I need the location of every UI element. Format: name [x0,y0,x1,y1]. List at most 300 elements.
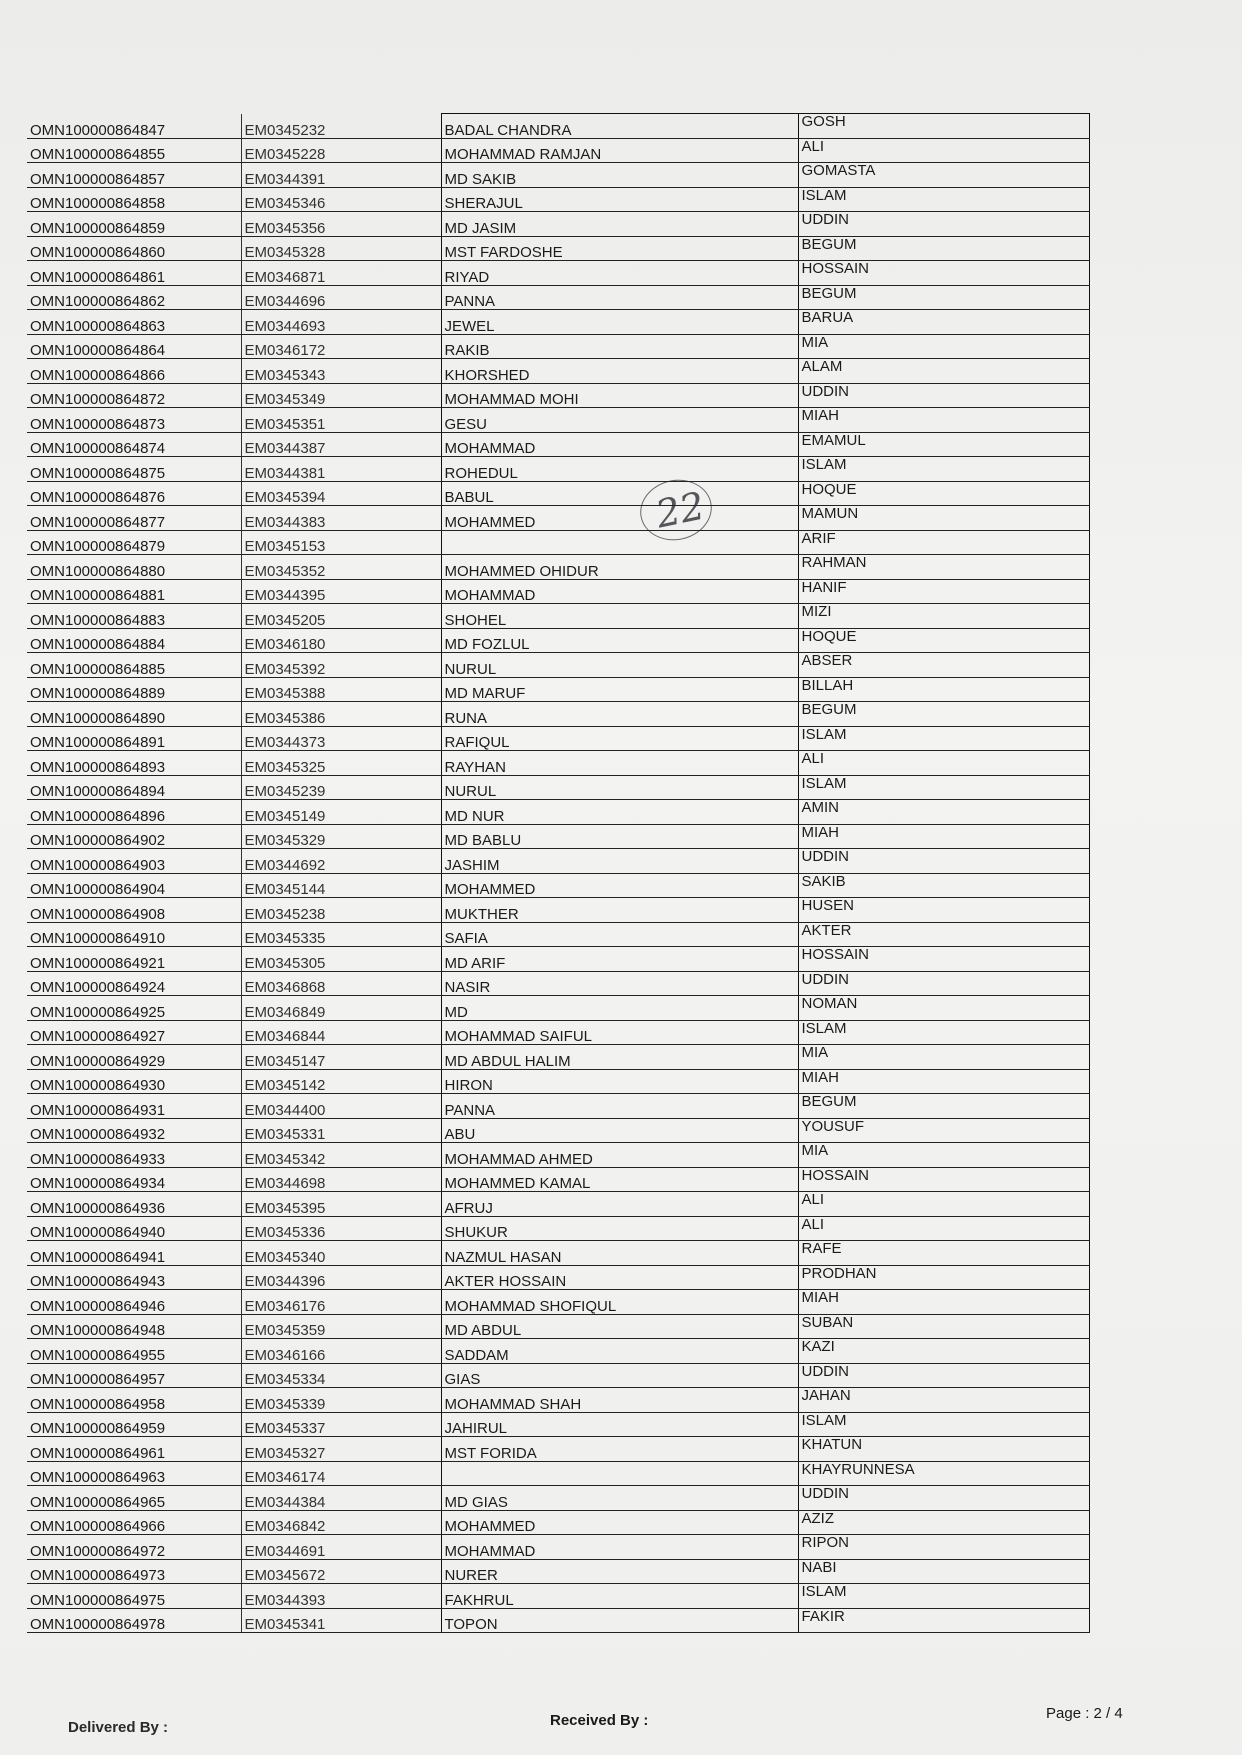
em-number-cell: EM0345343 [241,359,441,384]
first-name-cell: AKTER HOSSAIN [441,1265,798,1290]
last-name-cell: ISLAM [798,775,1089,800]
table-row [27,947,1089,972]
record-id-cell: OMN100000864872 [27,383,241,408]
em-number-cell: EM0345395 [241,1192,441,1217]
table-row [27,1314,1089,1339]
em-number-cell: EM0345144 [241,873,441,898]
record-id-cell: OMN100000864910 [27,922,241,947]
last-name-cell: UDDIN [798,212,1089,237]
table-row [27,873,1089,898]
last-name-cell: MAMUN [798,506,1089,531]
record-id-cell: OMN100000864890 [27,702,241,727]
table-row [27,1241,1089,1266]
first-name-cell: PANNA [441,285,798,310]
last-name-cell: MIA [798,334,1089,359]
last-name-cell: ISLAM [798,1020,1089,1045]
record-id-cell: OMN100000864972 [27,1535,241,1560]
record-id-cell: OMN100000864958 [27,1388,241,1413]
last-name-cell: BILLAH [798,677,1089,702]
em-number-cell: EM0345672 [241,1559,441,1584]
record-id-cell: OMN100000864924 [27,971,241,996]
last-name-cell: BEGUM [798,1094,1089,1119]
first-name-cell: AFRUJ [441,1192,798,1217]
em-number-cell: EM0345232 [241,114,441,139]
table-row [27,1559,1089,1584]
record-id-cell: OMN100000864879 [27,530,241,555]
record-id-cell: OMN100000864927 [27,1020,241,1045]
record-id-cell: OMN100000864934 [27,1167,241,1192]
em-number-cell: EM0345329 [241,824,441,849]
first-name-cell: PANNA [441,1094,798,1119]
first-name-cell: MOHAMMAD SHOFIQUL [441,1290,798,1315]
em-number-cell: EM0344395 [241,579,441,604]
table-row [27,775,1089,800]
handwritten-page-mark: 22 [651,483,709,537]
table-row [27,114,1089,139]
table-row [27,285,1089,310]
em-number-cell: EM0345305 [241,947,441,972]
em-number-cell: EM0344693 [241,310,441,335]
em-number-cell: EM0344393 [241,1584,441,1609]
em-number-cell: EM0346871 [241,261,441,286]
em-number-cell: EM0346166 [241,1339,441,1364]
record-id-cell: OMN100000864893 [27,751,241,776]
first-name-cell: MOHAMMAD [441,579,798,604]
table-row [27,824,1089,849]
first-name-cell: RAKIB [441,334,798,359]
em-number-cell: EM0345153 [241,530,441,555]
em-number-cell: EM0345142 [241,1069,441,1094]
em-number-cell: EM0345340 [241,1241,441,1266]
last-name-cell: ISLAM [798,1584,1089,1609]
record-id-cell: OMN100000864859 [27,212,241,237]
first-name-cell: SHUKUR [441,1216,798,1241]
em-number-cell: EM0345149 [241,800,441,825]
first-name-cell: MD BABLU [441,824,798,849]
first-name-cell: RAYHAN [441,751,798,776]
first-name-cell: MD ABDUL HALIM [441,1045,798,1070]
em-number-cell: EM0345339 [241,1388,441,1413]
table-row [27,996,1089,1021]
last-name-cell: MIZI [798,604,1089,629]
table-row [27,457,1089,482]
record-id-cell: OMN100000864936 [27,1192,241,1217]
first-name-cell: MD MARUF [441,677,798,702]
table-row [27,653,1089,678]
record-id-cell: OMN100000864883 [27,604,241,629]
last-name-cell: MIA [798,1143,1089,1168]
em-number-cell: EM0344396 [241,1265,441,1290]
record-id-cell: OMN100000864973 [27,1559,241,1584]
record-id-cell: OMN100000864930 [27,1069,241,1094]
table-row [27,1535,1089,1560]
em-number-cell: EM0345336 [241,1216,441,1241]
table-row [27,1486,1089,1511]
first-name-cell: HIRON [441,1069,798,1094]
last-name-cell: HANIF [798,579,1089,604]
first-name-cell: MD ABDUL [441,1314,798,1339]
last-name-cell: MIAH [798,824,1089,849]
em-number-cell: EM0345394 [241,481,441,506]
last-name-cell: NOMAN [798,996,1089,1021]
last-name-cell: HOSSAIN [798,947,1089,972]
em-number-cell: EM0345388 [241,677,441,702]
last-name-cell: NABI [798,1559,1089,1584]
last-name-cell: BARUA [798,310,1089,335]
table-row [27,506,1089,531]
table-row [27,800,1089,825]
last-name-cell: KHATUN [798,1437,1089,1462]
record-id-cell: OMN100000864855 [27,138,241,163]
last-name-cell: GOMASTA [798,163,1089,188]
first-name-cell: MST FORIDA [441,1437,798,1462]
table-row [27,212,1089,237]
table-row [27,1094,1089,1119]
first-name-cell: MOHAMMED [441,1510,798,1535]
record-id-cell: OMN100000864881 [27,579,241,604]
record-id-cell: OMN100000864921 [27,947,241,972]
record-id-cell: OMN100000864929 [27,1045,241,1070]
first-name-cell: RIYAD [441,261,798,286]
em-number-cell: EM0344384 [241,1486,441,1511]
em-number-cell: EM0345205 [241,604,441,629]
em-number-cell: EM0345356 [241,212,441,237]
table-row [27,922,1089,947]
record-id-cell: OMN100000864943 [27,1265,241,1290]
table-row [27,1265,1089,1290]
record-id-cell: OMN100000864961 [27,1437,241,1462]
table-row [27,481,1089,506]
em-number-cell: EM0344383 [241,506,441,531]
received-by-label: Received By : [550,1712,649,1729]
table-row [27,1020,1089,1045]
record-id-cell: OMN100000864875 [27,457,241,482]
record-id-cell: OMN100000864963 [27,1461,241,1486]
first-name-cell: JASHIM [441,849,798,874]
record-id-cell: OMN100000864858 [27,187,241,212]
last-name-cell: ALI [798,1216,1089,1241]
record-id-cell: OMN100000864932 [27,1118,241,1143]
last-name-cell: BEGUM [798,285,1089,310]
table-row [27,898,1089,923]
record-id-cell: OMN100000864925 [27,996,241,1021]
em-number-cell: EM0345327 [241,1437,441,1462]
last-name-cell: ISLAM [798,187,1089,212]
table-row [27,604,1089,629]
last-name-cell: SUBAN [798,1314,1089,1339]
first-name-cell: SHERAJUL [441,187,798,212]
table-row [27,1045,1089,1070]
record-id-cell: OMN100000864904 [27,873,241,898]
record-id-cell: OMN100000864847 [27,114,241,139]
em-number-cell: EM0345349 [241,383,441,408]
last-name-cell: ISLAM [798,457,1089,482]
em-number-cell: EM0345147 [241,1045,441,1070]
record-id-cell: OMN100000864873 [27,408,241,433]
first-name-cell: MD ARIF [441,947,798,972]
record-id-cell: OMN100000864966 [27,1510,241,1535]
table-row [27,702,1089,727]
table-row [27,359,1089,384]
first-name-cell: TOPON [441,1608,798,1633]
table-row [27,677,1089,702]
last-name-cell: ISLAM [798,726,1089,751]
record-id-cell: OMN100000864931 [27,1094,241,1119]
record-id-cell: OMN100000864957 [27,1363,241,1388]
first-name-cell: JAHIRUL [441,1412,798,1437]
record-id-cell: OMN100000864941 [27,1241,241,1266]
table-row [27,751,1089,776]
record-id-cell: OMN100000864908 [27,898,241,923]
record-id-cell: OMN100000864894 [27,775,241,800]
table-row [27,1339,1089,1364]
em-number-cell: EM0344692 [241,849,441,874]
last-name-cell: ALI [798,751,1089,776]
em-number-cell: EM0344698 [241,1167,441,1192]
last-name-cell: RIPON [798,1535,1089,1560]
first-name-cell: FAKHRUL [441,1584,798,1609]
first-name-cell: NAZMUL HASAN [441,1241,798,1266]
em-number-cell: EM0345342 [241,1143,441,1168]
em-number-cell: EM0344391 [241,163,441,188]
record-id-cell: OMN100000864889 [27,677,241,702]
first-name-cell: MOHAMMED KAMAL [441,1167,798,1192]
last-name-cell: PRODHAN [798,1265,1089,1290]
record-id-cell: OMN100000864864 [27,334,241,359]
em-number-cell: EM0344381 [241,457,441,482]
first-name-cell: BABUL [441,481,798,506]
em-number-cell: EM0346849 [241,996,441,1021]
last-name-cell: AMIN [798,800,1089,825]
last-name-cell: UDDIN [798,971,1089,996]
delivered-by-label: Delivered By : [68,1719,169,1736]
em-number-cell: EM0345386 [241,702,441,727]
record-id-cell: OMN100000864975 [27,1584,241,1609]
first-name-cell: MOHAMMAD AHMED [441,1143,798,1168]
first-name-cell: GESU [441,408,798,433]
first-name-cell: MST FARDOSHE [441,236,798,261]
first-name-cell: MOHAMMAD [441,432,798,457]
first-name-cell: MD SAKIB [441,163,798,188]
table-row [27,1069,1089,1094]
page-number: Page : 2 / 4 [1046,1705,1123,1722]
first-name-cell: RUNA [441,702,798,727]
record-id-cell: OMN100000864959 [27,1412,241,1437]
first-name-cell: MOHAMMAD SHAH [441,1388,798,1413]
last-name-cell: ABSER [798,653,1089,678]
first-name-cell: GIAS [441,1363,798,1388]
record-id-cell: OMN100000864965 [27,1486,241,1511]
first-name-cell: ROHEDUL [441,457,798,482]
table-row [27,138,1089,163]
first-name-cell: MOHAMMAD [441,1535,798,1560]
table-row [27,1143,1089,1168]
first-name-cell: MOHAMMED [441,506,798,531]
last-name-cell: HOSSAIN [798,261,1089,286]
last-name-cell: ARIF [798,530,1089,555]
em-number-cell: EM0345325 [241,751,441,776]
em-number-cell: EM0345341 [241,1608,441,1633]
records-table-body [27,114,1089,1633]
em-number-cell: EM0346176 [241,1290,441,1315]
em-number-cell: EM0345337 [241,1412,441,1437]
table-row [27,261,1089,286]
table-row [27,432,1089,457]
first-name-cell: JEWEL [441,310,798,335]
record-id-cell: OMN100000864866 [27,359,241,384]
table-row [27,187,1089,212]
last-name-cell: BEGUM [798,702,1089,727]
em-number-cell: EM0346842 [241,1510,441,1535]
em-number-cell: EM0344696 [241,285,441,310]
last-name-cell: AZIZ [798,1510,1089,1535]
first-name-cell: MOHAMMAD SAIFUL [441,1020,798,1045]
last-name-cell: UDDIN [798,1486,1089,1511]
last-name-cell: SAKIB [798,873,1089,898]
last-name-cell: MIA [798,1045,1089,1070]
first-name-cell: SADDAM [441,1339,798,1364]
record-id-cell: OMN100000864876 [27,481,241,506]
last-name-cell: ISLAM [798,1412,1089,1437]
table-row [27,1216,1089,1241]
record-id-cell: OMN100000864902 [27,824,241,849]
table-row [27,555,1089,580]
first-name-cell: RAFIQUL [441,726,798,751]
first-name-cell: ABU [441,1118,798,1143]
table-row [27,579,1089,604]
first-name-cell: NURUL [441,775,798,800]
record-id-cell: OMN100000864884 [27,628,241,653]
first-name-cell: MOHAMMAD RAMJAN [441,138,798,163]
em-number-cell: EM0345238 [241,898,441,923]
first-name-cell: NURUL [441,653,798,678]
record-id-cell: OMN100000864940 [27,1216,241,1241]
table-row [27,530,1089,555]
record-id-cell: OMN100000864896 [27,800,241,825]
first-name-cell: MOHAMMED [441,873,798,898]
em-number-cell: EM0345359 [241,1314,441,1339]
record-id-cell: OMN100000864860 [27,236,241,261]
em-number-cell: EM0344400 [241,1094,441,1119]
em-number-cell: EM0345328 [241,236,441,261]
last-name-cell: ALI [798,138,1089,163]
table-row [27,1412,1089,1437]
record-id-cell: OMN100000864891 [27,726,241,751]
first-name-cell: NASIR [441,971,798,996]
last-name-cell: AKTER [798,922,1089,947]
em-number-cell: EM0346180 [241,628,441,653]
table-row [27,310,1089,335]
last-name-cell: BEGUM [798,236,1089,261]
last-name-cell: JAHAN [798,1388,1089,1413]
record-id-cell: OMN100000864955 [27,1339,241,1364]
table-row [27,1510,1089,1535]
first-name-cell: NURER [441,1559,798,1584]
first-name-cell: MD GIAS [441,1486,798,1511]
record-id-cell: OMN100000864978 [27,1608,241,1633]
table-row [27,334,1089,359]
em-number-cell: EM0345239 [241,775,441,800]
table-row [27,1118,1089,1143]
em-number-cell: EM0346172 [241,334,441,359]
last-name-cell: KHAYRUNNESA [798,1461,1089,1486]
em-number-cell: EM0345334 [241,1363,441,1388]
last-name-cell: FAKIR [798,1608,1089,1633]
first-name-cell: MD JASIM [441,212,798,237]
table-row [27,1388,1089,1413]
last-name-cell: GOSH [798,114,1089,139]
first-name-cell: SAFIA [441,922,798,947]
em-number-cell: EM0345335 [241,922,441,947]
last-name-cell: ALI [798,1192,1089,1217]
record-id-cell: OMN100000864903 [27,849,241,874]
record-id-cell: OMN100000864863 [27,310,241,335]
first-name-cell: SHOHEL [441,604,798,629]
last-name-cell: MIAH [798,1069,1089,1094]
record-id-cell: OMN100000864874 [27,432,241,457]
first-name-cell [441,530,798,555]
table-row [27,408,1089,433]
table-row [27,849,1089,874]
record-id-cell: OMN100000864948 [27,1314,241,1339]
first-name-cell: MOHAMMAD MOHI [441,383,798,408]
table-row [27,1167,1089,1192]
table-row [27,1461,1089,1486]
record-id-cell: OMN100000864862 [27,285,241,310]
last-name-cell: HUSEN [798,898,1089,923]
last-name-cell: RAFE [798,1241,1089,1266]
record-id-cell: OMN100000864933 [27,1143,241,1168]
record-id-cell: OMN100000864861 [27,261,241,286]
first-name-cell: MOHAMMED OHIDUR [441,555,798,580]
table-row [27,726,1089,751]
last-name-cell: ALAM [798,359,1089,384]
first-name-cell: MD [441,996,798,1021]
table-row [27,1363,1089,1388]
em-number-cell: EM0346868 [241,971,441,996]
record-id-cell: OMN100000864885 [27,653,241,678]
last-name-cell: HOQUE [798,628,1089,653]
em-number-cell: EM0344387 [241,432,441,457]
table-row [27,236,1089,261]
table-row [27,628,1089,653]
last-name-cell: MIAH [798,408,1089,433]
last-name-cell: HOSSAIN [798,1167,1089,1192]
table-row [27,1608,1089,1633]
last-name-cell: KAZI [798,1339,1089,1364]
em-number-cell: EM0345392 [241,653,441,678]
em-number-cell: EM0346844 [241,1020,441,1045]
em-number-cell: EM0346174 [241,1461,441,1486]
em-number-cell: EM0345346 [241,187,441,212]
em-number-cell: EM0344691 [241,1535,441,1560]
first-name-cell [441,1461,798,1486]
em-number-cell: EM0344373 [241,726,441,751]
first-name-cell: MD FOZLUL [441,628,798,653]
table-row [27,1290,1089,1315]
table-row [27,1192,1089,1217]
record-id-cell: OMN100000864857 [27,163,241,188]
em-number-cell: EM0345352 [241,555,441,580]
first-name-cell: MUKTHER [441,898,798,923]
last-name-cell: EMAMUL [798,432,1089,457]
table-row [27,1437,1089,1462]
last-name-cell: UDDIN [798,1363,1089,1388]
table-row [27,163,1089,188]
table-row [27,383,1089,408]
passport-records-table [27,113,1090,1633]
record-id-cell: OMN100000864877 [27,506,241,531]
